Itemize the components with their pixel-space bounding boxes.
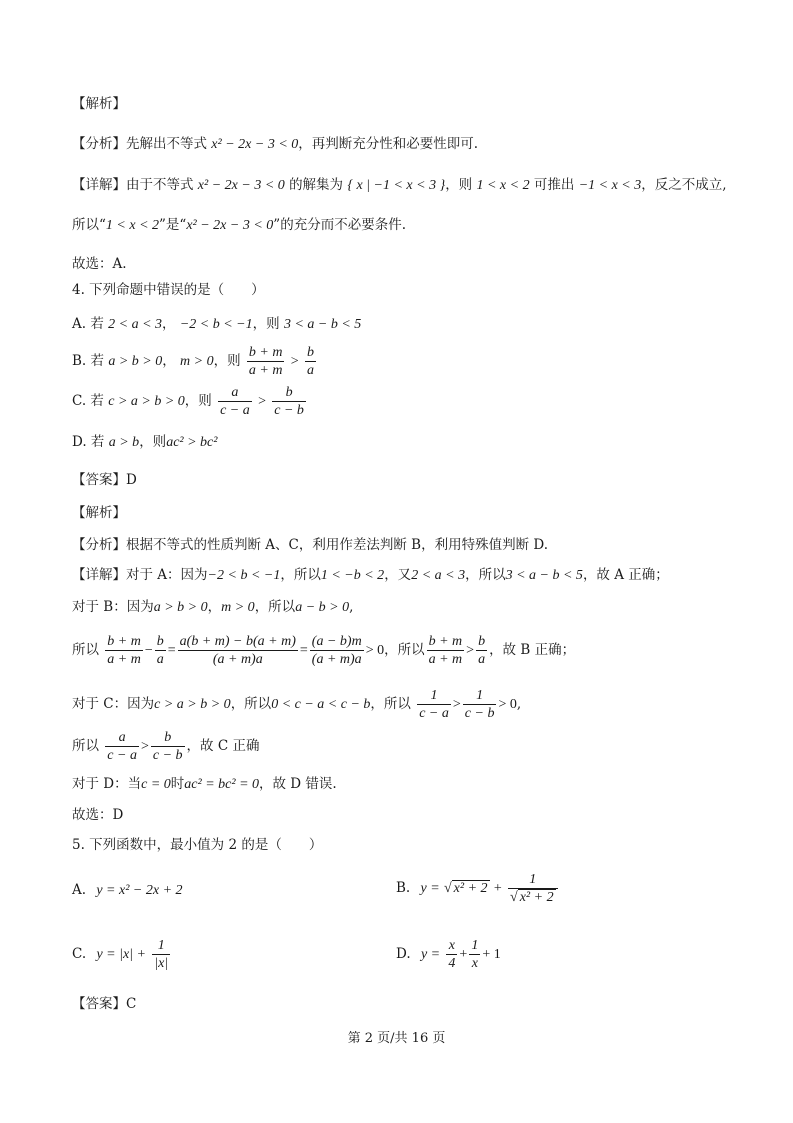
fraction <box>272 384 306 419</box>
numerator: b <box>306 345 314 360</box>
q4-answer <box>72 470 137 490</box>
q4-xiangjie-d <box>72 774 337 795</box>
numerator: 1 <box>508 871 558 889</box>
text: 对于 B：因为 <box>72 599 154 615</box>
q4-jiexi-heading <box>72 503 126 523</box>
operator: + <box>459 947 468 962</box>
text: , <box>516 696 522 712</box>
denominator: a + m <box>248 363 283 378</box>
fraction <box>417 687 451 722</box>
q4-xiangjie-c1 <box>72 682 521 727</box>
operator: > 0 <box>498 697 517 712</box>
denominator: (a + m)a <box>311 652 362 667</box>
denominator: 4 <box>448 956 456 971</box>
fraction <box>508 871 558 906</box>
operator: > <box>452 697 461 712</box>
math: 2 < a < 3 <box>108 317 163 332</box>
math: 0 < c − a < c − b <box>271 697 371 712</box>
math: x² − 2x − 3 < 0 <box>211 137 299 152</box>
option-label: B. <box>396 880 411 896</box>
math: m > 0 <box>180 354 214 369</box>
fraction <box>476 633 487 668</box>
prev-jiexi-heading <box>72 94 126 114</box>
fraction <box>178 633 298 668</box>
fraction <box>469 937 480 972</box>
prev-fenxi <box>72 134 478 155</box>
math: y = <box>420 947 441 962</box>
numerator: a(b + m) − b(a + m) <box>179 634 296 649</box>
q4-xiangjie-a <box>72 565 669 586</box>
text: 的解集为 <box>289 177 344 193</box>
text: 所以“ <box>72 217 106 233</box>
operator: > <box>258 394 266 409</box>
option-label: A. <box>72 882 87 898</box>
daan-label: 【答案】 <box>72 472 126 488</box>
fraction <box>105 729 139 764</box>
q5-option-b <box>396 866 560 911</box>
numerator: b <box>151 729 185 747</box>
numerator: 1 <box>471 938 479 953</box>
operator: > <box>290 354 299 369</box>
text: ，所以 <box>230 696 272 712</box>
math: { x | −1 < x < 3 } <box>347 178 446 193</box>
fraction <box>247 344 285 379</box>
text: 根据不等式的性质判断 A、C，利用作差法判断 B，利用特殊值判断 D. <box>126 537 549 553</box>
text: ”的充分而不必要条件. <box>273 217 406 233</box>
fraction <box>310 633 364 668</box>
text: ，则 <box>213 353 241 369</box>
prev-conclusion <box>72 215 406 236</box>
fraction <box>218 384 252 419</box>
denominator: (a + m)a <box>212 652 263 667</box>
math: x² + 2 <box>519 890 554 905</box>
text: ，反之不成立, <box>641 177 727 193</box>
numerator: b + m <box>248 345 283 360</box>
operator: = <box>299 643 308 658</box>
denominator: a + m <box>107 652 141 667</box>
q4-xiangjie-b1 <box>72 597 353 618</box>
math: x² + 2 <box>453 881 488 896</box>
denominator: c − b <box>152 748 183 763</box>
text: ，所以 <box>254 599 296 615</box>
q4-option-c <box>72 381 308 422</box>
q4-stem <box>72 280 265 300</box>
fraction <box>463 687 497 722</box>
text: 先解出不等式 <box>126 136 207 152</box>
math: a − b > 0 <box>295 600 350 615</box>
text: 由于不等式 <box>126 177 194 193</box>
math: 3 < a − b < 5 <box>283 317 362 332</box>
text: 对于 C：因为 <box>72 696 155 712</box>
q5-option-c <box>72 932 172 977</box>
option-label: C. <box>72 946 87 962</box>
denominator: a <box>156 652 164 667</box>
math: c = 0 <box>141 777 171 792</box>
q4-choice <box>72 805 123 825</box>
text: C. 若 <box>72 393 104 409</box>
text: ，则 <box>252 316 280 332</box>
xiangjie-label: 【详解】 <box>72 177 126 193</box>
numerator: b <box>156 634 164 649</box>
operator: = <box>167 643 176 658</box>
numerator: (a − b)m <box>311 634 362 649</box>
text: ，又 <box>384 567 412 583</box>
numerator: 1 <box>417 687 451 705</box>
answer-value: D <box>126 472 137 488</box>
operator: + 1 <box>482 947 501 962</box>
text: ，故 A 正确； <box>582 567 669 583</box>
fraction <box>446 937 457 972</box>
numerator: b + m <box>428 634 463 649</box>
operator: > <box>466 643 475 658</box>
math: a > b > 0 <box>108 354 163 369</box>
math: 1 < −b < 2 <box>320 568 385 583</box>
fraction <box>105 633 143 668</box>
text: , <box>349 599 354 615</box>
xiangjie-label: 【详解】 <box>72 567 126 583</box>
fraction <box>152 937 170 972</box>
denominator: c − a <box>419 706 449 721</box>
sqrt-icon: √ <box>443 881 452 896</box>
text: ，再判断充分性和必要性即可. <box>298 136 479 152</box>
text: 所以 <box>72 738 99 754</box>
numerator: b <box>272 384 306 402</box>
numerator: 1 <box>152 937 170 955</box>
numerator: x <box>446 937 457 955</box>
text: ， <box>162 316 176 332</box>
denominator: c − b <box>274 403 304 418</box>
math: 3 < a − b < 5 <box>505 568 583 583</box>
sqrt-icon: √ <box>510 890 518 905</box>
question-stem: 5. 下列函数中，最小值为 2 的是（ ） <box>72 837 323 853</box>
page-footer: 第 2 页/共 16 页 <box>347 1031 446 1046</box>
operator: + <box>493 881 502 896</box>
numerator: 1 <box>463 687 497 705</box>
prev-answer <box>72 254 127 274</box>
numerator: b + m <box>107 634 141 649</box>
q4-xiangjie-c2 <box>72 725 259 768</box>
math: y = x² − 2x + 2 <box>96 883 183 898</box>
jiexi-label: 【解析】 <box>72 96 126 112</box>
math: a > b > 0 <box>153 600 208 615</box>
text: D. 若 <box>72 434 105 450</box>
q4-xiangjie-b2 <box>72 626 575 675</box>
math: c > a > b > 0 <box>108 394 185 409</box>
question-stem: 4. 下列命题中错误的是（ ） <box>72 282 265 298</box>
math: m > 0 <box>221 600 255 615</box>
text: ，则 <box>445 177 473 193</box>
jiexi-label: 【解析】 <box>72 505 126 521</box>
text: ， <box>162 353 176 369</box>
text: ，故 B 正确； <box>489 642 576 658</box>
denominator: a + m <box>428 652 463 667</box>
text: ，故 C 正确 <box>186 738 260 754</box>
text: ”是“ <box>159 217 187 233</box>
q4-option-a <box>72 314 361 335</box>
q4-fenxi <box>72 535 548 555</box>
math: 2 < a < 3 <box>411 568 466 583</box>
math: ac² = bc² = 0 <box>184 777 260 792</box>
q4-option-b <box>72 341 318 382</box>
math: x² − 2x − 3 < 0 <box>186 218 274 233</box>
math: y = |x| + <box>96 947 146 962</box>
math: −2 < b < −1 <box>179 317 253 332</box>
numerator: a <box>105 729 139 747</box>
text: ，故 D 错误. <box>259 776 337 792</box>
fraction <box>305 344 316 379</box>
math: 1 < x < 2 <box>105 218 160 233</box>
denominator <box>508 889 558 906</box>
math: 1 < x < 2 <box>476 178 530 193</box>
prev-xiangjie <box>72 175 727 196</box>
operator: − <box>144 643 153 658</box>
text: ，所以 <box>384 642 425 658</box>
math: y = <box>420 881 440 896</box>
denominator: c − b <box>464 706 495 721</box>
q5-option-a <box>72 880 183 901</box>
denominator: a <box>478 652 486 667</box>
math: −1 < x < 3 <box>578 178 642 193</box>
numerator: b <box>478 634 486 649</box>
fenxi-label: 【分析】 <box>72 537 126 553</box>
fraction <box>427 633 465 668</box>
numerator: a <box>218 384 252 402</box>
denominator: c − a <box>220 403 250 418</box>
text: 时 <box>170 776 185 792</box>
text: ，则 <box>139 434 167 450</box>
text: 所以 <box>72 642 99 658</box>
math: ac² > bc² <box>166 435 218 450</box>
daan-label: 【答案】 <box>72 996 126 1012</box>
text: ， <box>207 599 222 615</box>
fenxi-label: 【分析】 <box>72 136 126 152</box>
operator: > 0 <box>365 643 385 658</box>
fraction <box>155 633 166 668</box>
math: c > a > b > 0 <box>154 697 231 712</box>
text: 故选：D <box>72 807 124 823</box>
q4-option-d <box>72 432 217 453</box>
fraction <box>151 729 185 764</box>
denominator: x <box>471 956 478 971</box>
denominator: a <box>306 363 314 378</box>
text: 可推出 <box>533 177 575 193</box>
denominator: c − a <box>107 748 137 763</box>
denominator: |x| <box>154 956 169 971</box>
math: −2 < b < −1 <box>207 568 281 583</box>
q5-answer <box>72 994 136 1014</box>
text: ，则 <box>184 393 212 409</box>
operator: > <box>140 739 149 754</box>
text: 故选：A. <box>72 256 127 272</box>
text: ，所以 <box>370 696 411 712</box>
math: a > b <box>108 435 140 450</box>
answer-value: C <box>126 996 137 1012</box>
text: 对于 A：因为 <box>126 567 208 583</box>
math: x² − 2x − 3 < 0 <box>197 178 285 193</box>
text: 对于 D：当 <box>72 776 142 792</box>
q5-stem <box>72 835 322 855</box>
text: ，所以 <box>465 567 506 583</box>
text: ，所以 <box>280 567 321 583</box>
text: B. 若 <box>72 353 105 369</box>
text: A. 若 <box>72 316 104 332</box>
option-label: D. <box>396 946 411 962</box>
q5-option-d <box>396 932 501 977</box>
